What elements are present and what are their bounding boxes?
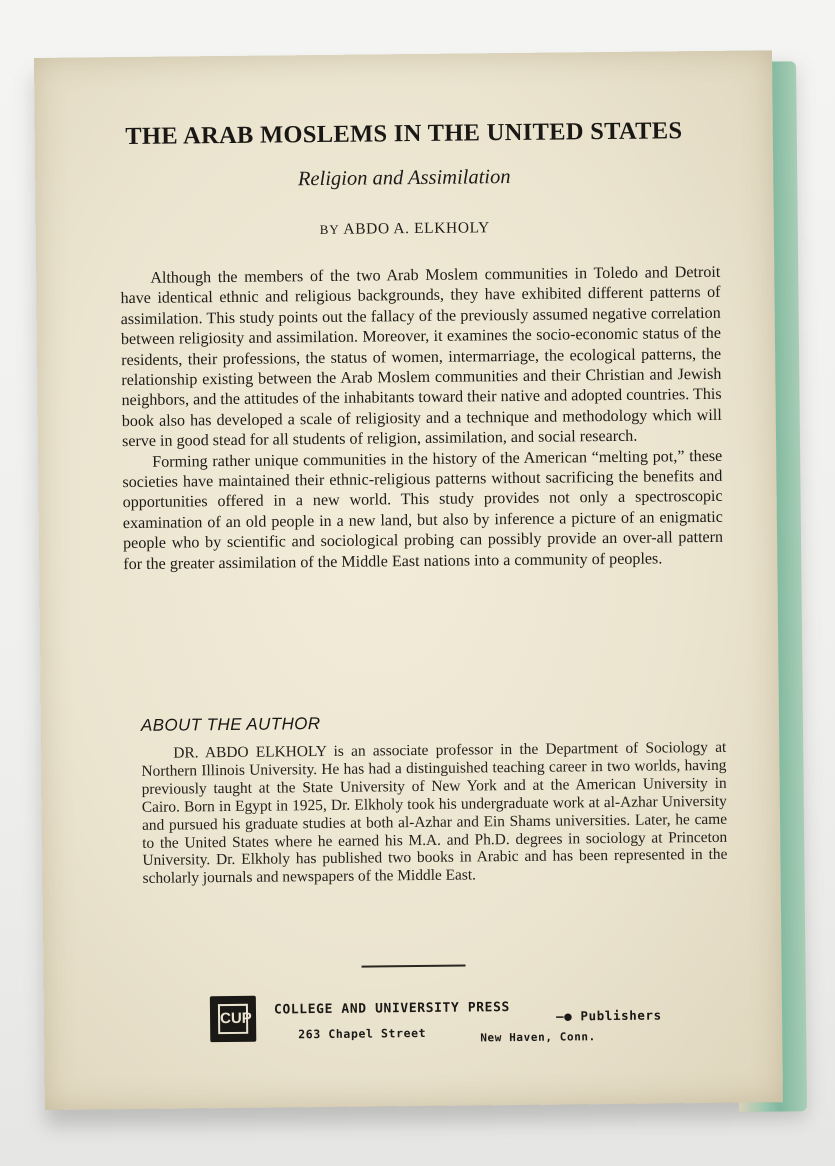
about-author-text xyxy=(141,739,727,888)
book-description xyxy=(120,263,723,575)
book-title: THE ARAB MOSLEMS IN THE UNITED STATES xyxy=(125,117,683,151)
publisher-name: COLLEGE AND UNIVERSITY PRESS xyxy=(273,1000,511,1018)
publisher-role: —● Publishers xyxy=(555,1007,662,1024)
author-name: ABDO A. ELKHOLY xyxy=(343,219,490,238)
publisher-street: 263 Chapel Street xyxy=(298,1025,427,1042)
author-prefix: BY xyxy=(319,221,340,238)
publisher-role-label: Publishers xyxy=(580,1007,662,1024)
description-paragraph: Forming rather unique communities in the history of the American “melting pot,” these societies have maintained their ethnic-religious patterns without sacrificing the benefits and opportunities offered in a new world. This study provides not only a spectroscopic examination of an old people in a new land, but also by inference a picture of an enigmatic people who by scientific and sociological probing can possibly provide an over-all pattern for the greater assimilation of the Middle East nations into a community of peoples. xyxy=(122,447,724,573)
about-author-paragraph: DR. ABDO ELKHOLY is an associate professor in the Department of Sociology at Northern Illinois University. He has had a distinguished teaching career in two worlds, having previously taught at the State University of New York and at the American University in Cairo. Born in Egypt in 1925, Dr. Elkholy took his undergraduate work at al-Azhar University and pursued his graduate studies at both al-Azhar and Ein Shams universities. Later, he came to the United States where he earned his M.A. and Ph.D. degrees in sociology at Princeton University. Dr. Elkholy has published two books in Arabic and has been represented in the scholarly journals and newspapers of the Middle East. xyxy=(141,738,728,888)
book-subtitle: Religion and Assimilation xyxy=(297,166,511,191)
book-author xyxy=(36,216,774,242)
description-paragraph: Although the members of the two Arab Moslem communities in Toledo and Detroit have identical ethnic and religious backgrounds, they have exhibited different patterns of assimilation. This study points out the fallacy of the previously assumed negative correlation between religiosity and assimilation. Moreover, it examines the socio-economic status of the residents, their professions, the status of women, intermarriage, the ecological patterns, the relationship existing between the Arab Moslem communities and their Christian and Jewish neighbors, and the attitudes of the inhabitants toward their native and adopted countries. This book also has developed a scale of religiosity and a technique and methodology which will serve in good stead for all students of religion, assimilation, and social research. xyxy=(120,263,722,451)
about-author-heading: ABOUT THE AUTHOR xyxy=(140,714,321,735)
publisher-city: New Haven, Conn. xyxy=(480,1030,596,1045)
publisher-logo-mark: CUP xyxy=(218,1004,248,1034)
book-back-cover xyxy=(34,50,783,1110)
publisher-logo xyxy=(210,996,256,1042)
divider-rule xyxy=(362,965,466,968)
